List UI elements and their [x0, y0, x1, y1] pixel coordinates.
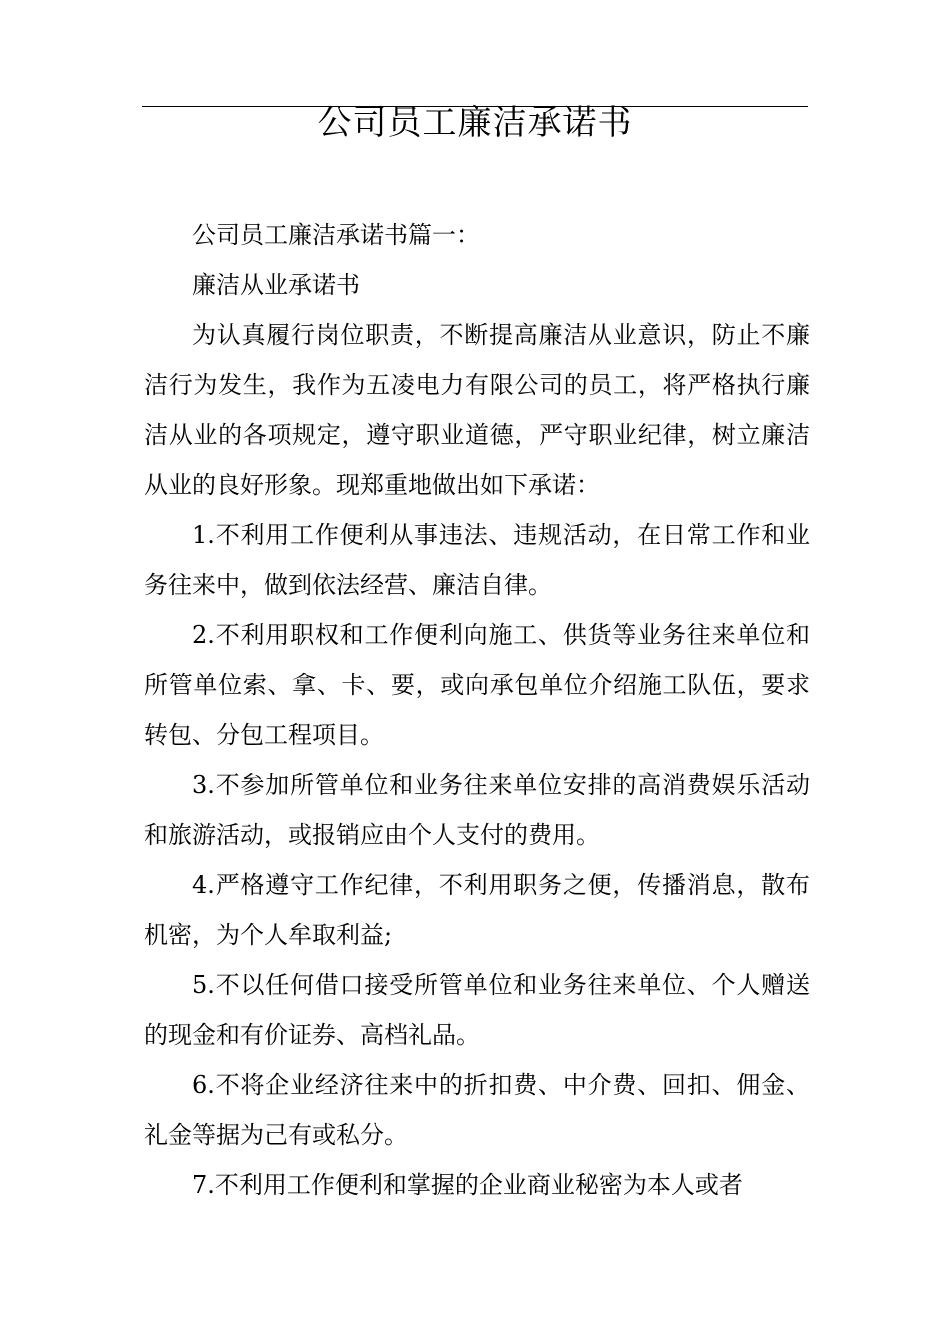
paragraph-item-7: 7.不利用工作便利和掌握的企业商业秘密为本人或者 — [192, 1171, 743, 1199]
paragraph-item-4: 4.严格遵守工作纪律，不利用职务之便，传播消息，散布机密，为个人牟取利益; — [144, 871, 810, 949]
paragraph-intro: 为认真履行岗位职责，不断提高廉洁从业意识，防止不廉洁行为发生，我作为五凌电力有限公司的员工，将严格执行廉洁从业的各项规定，遵守职业道德，严守职业纪律，树立廉洁从业的良好形象。现郑重地做出如下承诺： — [144, 321, 810, 499]
paragraph-item-1: 1.不利用工作便利从事违法、违规活动，在日常工作和业务往来中，做到依法经营、廉洁自律。 — [144, 521, 810, 599]
document-body — [144, 210, 810, 1210]
paragraph-item-3: 3.不参加所管单位和业务往来单位安排的高消费娱乐活动和旅游活动，或报销应由个人支付的费用。 — [144, 771, 810, 849]
paragraph-item-2: 2.不利用职权和工作便利向施工、供货等业务往来单位和所管单位索、拿、卡、要，或向承包单位介绍施工队伍，要求转包、分包工程项目。 — [144, 621, 810, 749]
paragraph-item-5: 5.不以任何借口接受所管单位和业务往来单位、个人赠送的现金和有价证券、高档礼品。 — [144, 971, 810, 1049]
paragraph-item-6: 6.不将企业经济往来中的折扣费、中介费、回扣、佣金、礼金等据为己有或私分。 — [144, 1071, 810, 1149]
document-title: 公司员工廉洁承诺书 — [317, 103, 633, 143]
paragraph-subtitle: 廉洁从业承诺书 — [192, 271, 360, 299]
paragraph-section-heading: 公司员工廉洁承诺书篇一： — [192, 221, 480, 249]
